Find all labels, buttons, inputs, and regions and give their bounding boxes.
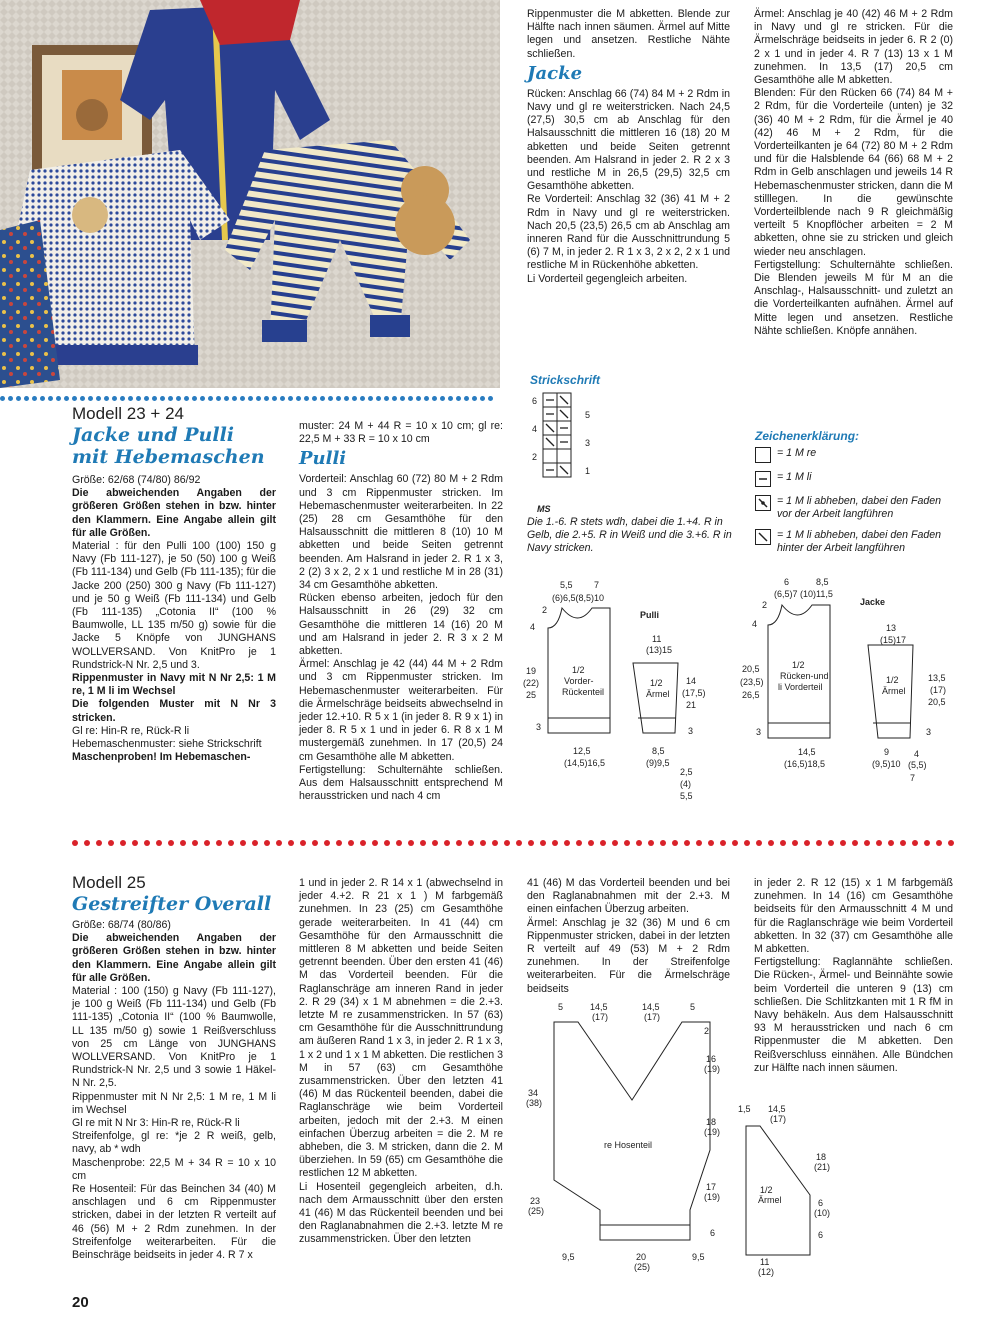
overall-top-e: (17)	[644, 1012, 661, 1022]
slip-front-symbol-icon	[755, 495, 771, 511]
slip-back-symbol-icon	[755, 529, 771, 545]
model2-finishing: Fertigstellung: Raglannähte schließen. Die Rücken-, Ärmel- und Beinnähte sowie beim Vorderteil die unteren 9 (13) cm schließen. Die Schlitzkanten mit 1 R fM in Navy behäkeln. Aus dem Halsausschnitt 93 M herausstricken und nach 6 cm Rippenmuster die M abketten. Den Reißverschluss einnähen. Alle Bündchen zur Hälfte nach innen säumen.	[754, 956, 953, 1074]
model2-size-note: Die abweichenden Angaben der größeren Größen stehen in bzw. hinter den Klammern. Eine Angabe allein gilt für alle Größen.	[72, 932, 276, 984]
pulli-sleeve-cuff-c: 5,5	[680, 791, 693, 801]
strickschrift-section	[530, 373, 740, 387]
pulli-dim-top-b: 7	[594, 580, 600, 590]
pulli-dim-left-c: 19	[526, 666, 537, 676]
overall-sleeve-right-e: 6	[818, 1230, 824, 1240]
overall-sleeve-top-b: 14,5	[768, 1104, 786, 1114]
pulli-sleeve-top-b: (13)15	[646, 645, 673, 655]
model2-size: Größe: 68/74 (80/86)	[72, 919, 171, 931]
overall-schematic	[520, 1000, 745, 1280]
overall-top-a: 5	[558, 1002, 564, 1012]
pulli-diagram-label: Pulli	[640, 610, 660, 620]
chart-row-4: 4	[532, 424, 538, 434]
product-photo	[0, 0, 500, 388]
jacke-sleeve-cuff-a: 4	[914, 749, 920, 759]
pulli-dim-top-c: (6)6,5(8,5)10	[552, 593, 605, 603]
pulli-sleeve-right-b: (17,5)	[682, 688, 706, 698]
photo-illustration	[0, 0, 500, 388]
jacke-sleeve-left: 3	[926, 727, 932, 737]
overall-top-b: 14,5	[590, 1002, 608, 1012]
overall-bottom-a: 9,5	[562, 1252, 575, 1262]
model1-needles: Die folgenden Muster mit N Nr 3 stricken.	[72, 698, 276, 724]
jacke-left-front: Li Vorderteil gegengleich arbeiten.	[527, 272, 688, 285]
model2-stockinette: Gl re mit N Nr 3: Hin-R re, Rück-R li	[72, 1117, 240, 1130]
overall-left-c: 23	[530, 1196, 541, 1206]
section-divider	[72, 833, 992, 843]
model2-sleeve-cont: in jeder 2. R 12 (15) x 1 M farbgemäß zunehmen. In 14 (16) cm Gesamthöhe beidseits für den Armausschnitt 4 M und für die Raglanschräge wie beim Vorderteil abketten. In 32 (37) cm Gesamthöhe alle M abketten.	[754, 877, 953, 956]
overall-left-d: (25)	[528, 1206, 545, 1216]
jacke-heading: Jacke	[527, 62, 583, 84]
pulli-sleeve-label-2: Ärmel	[646, 689, 670, 699]
model2-column-3	[527, 877, 730, 996]
pulli-dim-bottom-b: (14,5)16,5	[564, 758, 606, 768]
model1-material: Material : für den Pulli 100 (100) 150 g Navy (Fb 111-127), je 50 (50) 100 g Weiß (Fb 111-134) und Gelb (Fb 111-135); für die Jacke 200 (250) 300 g Navy (Fb 111-127) und je 50 g Weiß (Fb 111-134) und Gelb (Fb 111-135) „Cotonia II“ (100 % Baumwolle, LL 135 m/50 g) sowie für die Jacke 5 Knöpfe von JUNGHANS WOLLVERSAND. Von KnitPro je 1 Rundstrick-N Nr. 2,5 und 3.	[72, 540, 276, 671]
overall-left-b: (38)	[526, 1098, 543, 1108]
jacke-bands: Blenden: Für den Rücken 66 (74) 84 M + 2 Rdm, für die Vorderteile (unten) je 32 (36) 40 M + 2 Rdm, für die Ärmel je 40 (42) 46 M + 2 Rdm, für die Vorderteilkanten je 64 (72) 80 M + 2 Rdm und für die Halsblende 64 (66) 68 M + 2 Rdm in Gelb anschlagen und jeweils 14 R Hebemaschenmuster stricken, dann die M stilllegen. In die gewünschte Vorderteilblende nach 9 R gleichmäßig verteilt 5 Knopflöcher arbeiten = 2 M abketten, ohne sie zu stricken und gleich wieder neu anschlagen.	[754, 87, 953, 258]
jacke-dim-bottom-b: (16,5)18,5	[784, 759, 826, 769]
pulli-body-label: 1/2	[572, 665, 585, 675]
jacke-body-label: 1/2	[792, 660, 805, 670]
model1-column-2	[299, 420, 503, 803]
pulli-finishing-cont: Rippenmuster die M abketten. Blende zur Hälfte nach innen säumen. Ärmel auf Mitte legen und ansetzen. Restliche Nähte schließen.	[527, 8, 730, 60]
model1-column-1	[72, 404, 276, 764]
overall-top-c: (17)	[592, 1012, 609, 1022]
knit-symbol-icon	[755, 447, 771, 463]
overall-right-e: (19)	[704, 1127, 721, 1137]
pulli-back: Rücken ebenso arbeiten, jedoch für den Halsausschnitt in 26 (29) 32 cm Gesamthöhe die mittleren 14 (16) 20 M und am Halsrand in jeder 2. R 3 x 2 M abketten.	[299, 592, 503, 658]
jacke-body-label-3: li Vorderteil	[778, 682, 823, 692]
model1-column-3	[527, 8, 730, 286]
model2-right-leg: Re Hosenteil: Für das Beinchen 34 (40) M anschlagen und 6 cm Rippenmuster stricken, dabei in der letzten R verteilt auf 46 (56) M + 2 Rdm zunehmen. In der Streifenfolge weiterarbeiten. Für die Beinschräge beidseits in jeder 4. R 7 x	[72, 1183, 276, 1262]
jacke-dim-top-b: 8,5	[816, 577, 829, 587]
overall-top-f: 5	[690, 1002, 696, 1012]
pulli-dim-left-a: 2	[542, 605, 548, 615]
jacke-right-front: Re Vorderteil: Anschlag 32 (36) 41 M + 2 Rdm in Navy und gl re weiterstricken. Nach 20,5 (23,5) 26,5 cm ab Anschlag am inneren Rand für die Ausschnittrundung 5 (6) 7 M, in jeder 2. R 1 x 3, 2 x 2, 2 x 1 und restliche M in Rückenhöhe abketten.	[527, 193, 730, 272]
jacke-schematic	[738, 573, 958, 798]
model2-sleeve: Ärmel: Anschlag je 32 (36) M und 6 cm Rippenmuster stricken, dabei in der letzten R verteilt auf 49 (53) M + 2 Rdm zunehmen. In der Streifenfolge weiterarbeiten. Für die Ärmelschräge beidseits	[527, 916, 730, 995]
overall-right-a: 2	[704, 1026, 710, 1036]
jacke-dim-left-f: 3	[756, 727, 762, 737]
jacke-body-label-2: Rücken-und	[780, 671, 829, 681]
jacke-sleeve-bottom-b: (9,5)10	[872, 759, 901, 769]
pulli-heading: Pulli	[299, 448, 347, 470]
jacke-sleeve-top-a: 13	[886, 623, 897, 633]
model1-gauge-start: Maschenproben! Im Hebemaschen-	[72, 751, 251, 764]
legend-item-purl: = 1 M li	[755, 471, 955, 487]
model2-left-leg-cont: 41 (46) M das Vorderteil beenden und bei den Raglanabnahmen mit der 2.+3. M einen einfachen Überzug arbeiten.	[527, 877, 730, 916]
overall-sleeve-label-2: Ärmel	[758, 1195, 782, 1205]
pulli-dim-bottom-a: 12,5	[573, 746, 591, 756]
model2-title: Modell 25	[72, 873, 146, 892]
strickschrift-chart	[525, 388, 745, 518]
model1-slipstitch: Hebemaschenmuster: siehe Strickschrift	[72, 738, 262, 751]
pulli-sleeve-label: 1/2	[650, 678, 663, 688]
overall-right-c: (19)	[704, 1064, 721, 1074]
legend-item-slip-front: = 1 M li abheben, dabei den Faden vor der Arbeit langführen	[755, 495, 955, 521]
overall-bottom-d: 9,5	[692, 1252, 705, 1262]
overall-bottom-b: 20	[636, 1252, 647, 1262]
jacke-dim-top-a: 6	[784, 577, 790, 587]
legend-item-knit: = 1 M re	[755, 447, 955, 463]
model2-left-leg: Li Hosenteil gegengleich arbeiten, d.h. nach dem Armausschnitt über den ersten 41 (46) M das Rückenteil beenden und bei den Raglanabnahmen die 2.+3. letzte M re zusammenstricken. Über den letzten	[299, 1180, 503, 1246]
chart-row-2: 2	[532, 452, 538, 462]
pulli-body-label-2: Vorder-	[564, 676, 594, 686]
jacke-dim-left-b: 4	[752, 619, 758, 629]
overall-sleeve-right-c: 6	[818, 1198, 824, 1208]
overall-sleeve-right-b: (21)	[814, 1162, 831, 1172]
chart-row-1: 1	[585, 466, 591, 476]
model2-stripes: Streifenfolge, gl re: *je 2 R weiß, gelb, navy, ab * wdh	[72, 1130, 276, 1156]
model2-script-title: Gestreifter Overall	[72, 893, 272, 915]
jacke-sleeve-right-b: (17)	[930, 685, 947, 695]
purl-symbol-icon	[755, 471, 771, 487]
overall-right-f: 17	[706, 1182, 717, 1192]
strickschrift-note: Die 1.-6. R stets wdh, dabei die 1.+4. R in Gelb, die 2.+5. R in Weiß und die 3.+6. R in Navy stricken.	[527, 516, 732, 554]
chart-row-5: 5	[585, 410, 591, 420]
model1-size-note: Die abweichenden Angaben der größeren Größen stehen in bzw. hinter den Klammern. Eine Angabe allein gilt für alle Größen.	[72, 487, 276, 539]
chart-ms-label: MS	[537, 504, 551, 514]
jacke-dim-top-c: (6,5)7 (10)11,5	[774, 589, 833, 599]
overall-left-a: 34	[528, 1088, 539, 1098]
jacke-diagram-label: Jacke	[860, 597, 886, 607]
model2-right-leg-cont: 1 und in jeder 2. R 14 x 1 (abwechselnd in jeder 4.+2. R 21 x 1 ) M farbgemäß zunehmen. In 23 (25) cm Gesamthöhe gerade weiterarbeiten. In 41 (44) cm Gesamthöhe für den Armausschnitt die mittleren 8 M abketten und beide Seiten getrennt beenden. Über den ersten 41 (46) M das Vorderteil beenden. Für die Raglanschräge am inneren Rand in jeder 2. R 29 (34) x 1 M abnehmen = die 2.+3. letzte M re zusammenstricken. In 57 (63) cm Gesamthöhe für die Ausschnittrundung am äußeren Rand 1 x 3, in jeder 2. R 1 x 3, 1 x 2 und 1 x 1 M abketten. Die restlichen 3 M in 57 (63) cm Gesamthöhe zusammenstricken. Über den letzten 41 (46) M das Rückenteil beenden, dabei die Raglanschräge wie beim Vorderteil arbeiten, jedoch mit der 2.+3. M einen einfachen Überzug arbeiten = die 2. M re abheben, die 3. M stricken, dann die 2. M überziehen. In 59 (65) cm Gesamthöhe die restlichen 12 M abketten.	[299, 877, 503, 1180]
chart-row-3: 3	[585, 438, 591, 448]
page-number: 20	[72, 1294, 89, 1311]
legend-title: Zeichenerklärung:	[755, 429, 860, 443]
pulli-sleeve-top-a: 11	[652, 634, 662, 644]
overall-sleeve-top-a: 1,5	[738, 1104, 751, 1114]
pulli-sleeve-right-c: 21	[686, 700, 697, 710]
overall-sleeve-bottom-b: (12)	[758, 1267, 775, 1277]
pulli-dim-left-f: 3	[536, 722, 542, 732]
model1-script-title-2: mit Hebemaschen	[72, 446, 265, 468]
model1-rib: Rippenmuster in Navy mit N Nr 2,5: 1 M re, 1 M li im Wechsel	[72, 672, 276, 698]
model2-gauge: Maschenprobe: 22,5 M + 34 R = 10 x 10 cm	[72, 1156, 276, 1182]
model1-title: Modell 23 + 24	[72, 404, 184, 423]
pulli-schematic	[518, 578, 718, 808]
overall-sleeve-right-d: (10)	[814, 1208, 831, 1218]
jacke-sleeve-label: 1/2	[886, 675, 899, 685]
overall-right-h: 6	[710, 1228, 716, 1238]
model1-gauge-cont: muster: 24 M + 44 R = 10 x 10 cm; gl re: 22,5 M + 33 R = 10 x 10 cm	[299, 420, 503, 446]
photo-dotted-border	[0, 388, 500, 394]
pulli-body-label-3: Rückenteil	[562, 687, 605, 697]
jacke-dim-left-e: 26,5	[742, 690, 760, 700]
jacke-sleeve-cuff-c: 7	[910, 773, 916, 783]
pulli-sleeve-cuff-b: (4)	[680, 779, 691, 789]
jacke-sleeve-label-2: Ärmel	[882, 686, 906, 696]
strickschrift-title: Strickschrift	[530, 373, 601, 387]
pulli-dim-left-d: (22)	[523, 678, 540, 688]
overall-bottom-c: (25)	[634, 1262, 651, 1272]
jacke-dim-left-d: (23,5)	[740, 677, 764, 687]
overall-sleeve-top-c: (17)	[770, 1114, 787, 1124]
jacke-sleeve-top-b: (15)17	[880, 635, 907, 645]
model1-script-title-1: Jacke und Pulli	[72, 424, 235, 446]
overall-hose-label: re Hosenteil	[604, 1140, 653, 1150]
chart-row-6: 6	[532, 396, 538, 406]
pulli-sleeve-right-a: 14	[686, 676, 697, 686]
pulli-sleeve-left: 3	[688, 726, 694, 736]
overall-sleeve-schematic	[730, 1100, 840, 1280]
legend	[755, 430, 955, 555]
model1-column-4	[754, 8, 953, 338]
pulli-sleeve-bottom-b: (9)9,5	[646, 758, 670, 768]
pulli-dim-top-a: 5,5	[560, 580, 573, 590]
jacke-sleeve-cuff-b: (5,5)	[908, 760, 927, 770]
overall-sleeve-label: 1/2	[760, 1185, 773, 1195]
pulli-sleeve-cuff-a: 2,5	[680, 767, 693, 777]
jacke-finishing: Fertigstellung: Schulternähte schließen. Die Blenden jeweils M für M an die Anschlag-, Halsausschnitt- und zuletzt an die Vorderteilkanten aufnähen. Ärmel auf Mitte legen und ansetzen. Restliche Nähte schließen. Knöpfe annähen.	[754, 258, 953, 337]
model2-rib: Rippenmuster mit N Nr 2,5: 1 M re, 1 M li im Wechsel	[72, 1090, 276, 1116]
model2-column-4	[754, 877, 953, 1075]
model2-column-1	[72, 873, 276, 1262]
model1-size: Größe: 62/68 (74/80) 86/92	[72, 474, 201, 486]
overall-sleeve-right-a: 18	[816, 1152, 827, 1162]
jacke-sleeve-bottom-a: 9	[884, 747, 890, 757]
jacke-sleeve: Ärmel: Anschlag je 40 (42) 46 M + 2 Rdm in Navy und gl re stricken. Für die Ärmelschräge beidseits in jeder 6. R 2 (0) 2 x 1 und in jeder 4. R 7 (13) 13 x 1 M zunehmen. In 13,5 (17) 20,5 cm Gesamthöhe alle M abketten.	[754, 8, 953, 87]
overall-right-g: (19)	[704, 1192, 721, 1202]
pulli-dim-left-e: 25	[526, 690, 537, 700]
jacke-back: Rücken: Anschlag 66 (74) 84 M + 2 Rdm in Navy und gl re weiterstricken. Nach 24,5 (27,5) 30,5 cm ab Anschlag für den Halsausschnitt die mittleren 16 (18) 20 M abketten und beide Seiten getrennt beenden. Am Halsrand in jeder 2. R 2 x 3 und restliche M in 26,5 (29,5) 32,5 cm Gesamthöhe abketten.	[527, 87, 730, 193]
model2-material: Material : 100 (150) g Navy (Fb 111-127), je 100 g Weiß (Fb 111-134) und Gelb (Fb 111-135) „Cotonia II“ (100 % Baumwolle, LL 135 m/50 g) sowie 1 Reißverschluss von 25 cm Länge von JUNGHANS WOLLVERSAND. Von KnitPro je 1 Rundstrick-N Nr. 2,5 und 3 sowie 1 Häkel-N Nr. 2,5.	[72, 985, 276, 1090]
pulli-front: Vorderteil: Anschlag 60 (72) 80 M + 2 Rdm und 3 cm Rippenmuster stricken. Im Hebemaschenmuster weiterarbeiten. In 22 (25) 28 cm Gesamthöhe für den Halsausschnitt die mittleren 8 (10) 10 M abketten und beide Seiten getrennt beenden. Am Halsrand in jeder 2. R 1 x 3, 2 (2) 3 x 2, 2 x 1 und restliche M in 28 (31) 34 cm Gesamthöhe abketten.	[299, 473, 503, 592]
overall-right-b: 16	[706, 1054, 717, 1064]
overall-top-d: 14,5	[642, 1002, 660, 1012]
jacke-dim-left-c: 20,5	[742, 664, 760, 674]
overall-right-d: 18	[706, 1117, 717, 1127]
jacke-dim-left-a: 2	[762, 600, 768, 610]
pulli-dim-left-b: 4	[530, 622, 536, 632]
model1-stockinette: Gl re: Hin-R re, Rück-R li	[72, 724, 190, 737]
model2-column-2	[299, 877, 503, 1247]
jacke-sleeve-right-a: 13,5	[928, 673, 946, 683]
pulli-finishing: Fertigstellung: Schulternähte schließen. Aus dem Halsausschnitt entsprechend M herausstricken und nach 4 cm	[299, 763, 503, 803]
jacke-dim-bottom-a: 14,5	[798, 747, 816, 757]
jacke-sleeve-right-c: 20,5	[928, 697, 946, 707]
pulli-sleeve: Ärmel: Anschlag je 42 (44) 44 M + 2 Rdm und 3 cm Rippenmuster stricken. Im Hebemaschenmuster weiterarbeiten. Für die Ärmelschräge beidseits abwechselnd in jeder 12.+10. R 5 x 1 (in jeder 8. R 9 x 1) in jeder 8. R 5 x 1 und in jeder 6. R 8 x 1 M mustergemäß zunehmen. In 17 (20,5) 24 cm Gesamthöhe alle M abketten.	[299, 658, 503, 763]
legend-item-slip-back: = 1 M li abheben, dabei den Faden hinter der Arbeit langführen	[755, 529, 955, 555]
pulli-sleeve-bottom-a: 8,5	[652, 746, 665, 756]
overall-sleeve-bottom-a: 11	[760, 1257, 770, 1267]
